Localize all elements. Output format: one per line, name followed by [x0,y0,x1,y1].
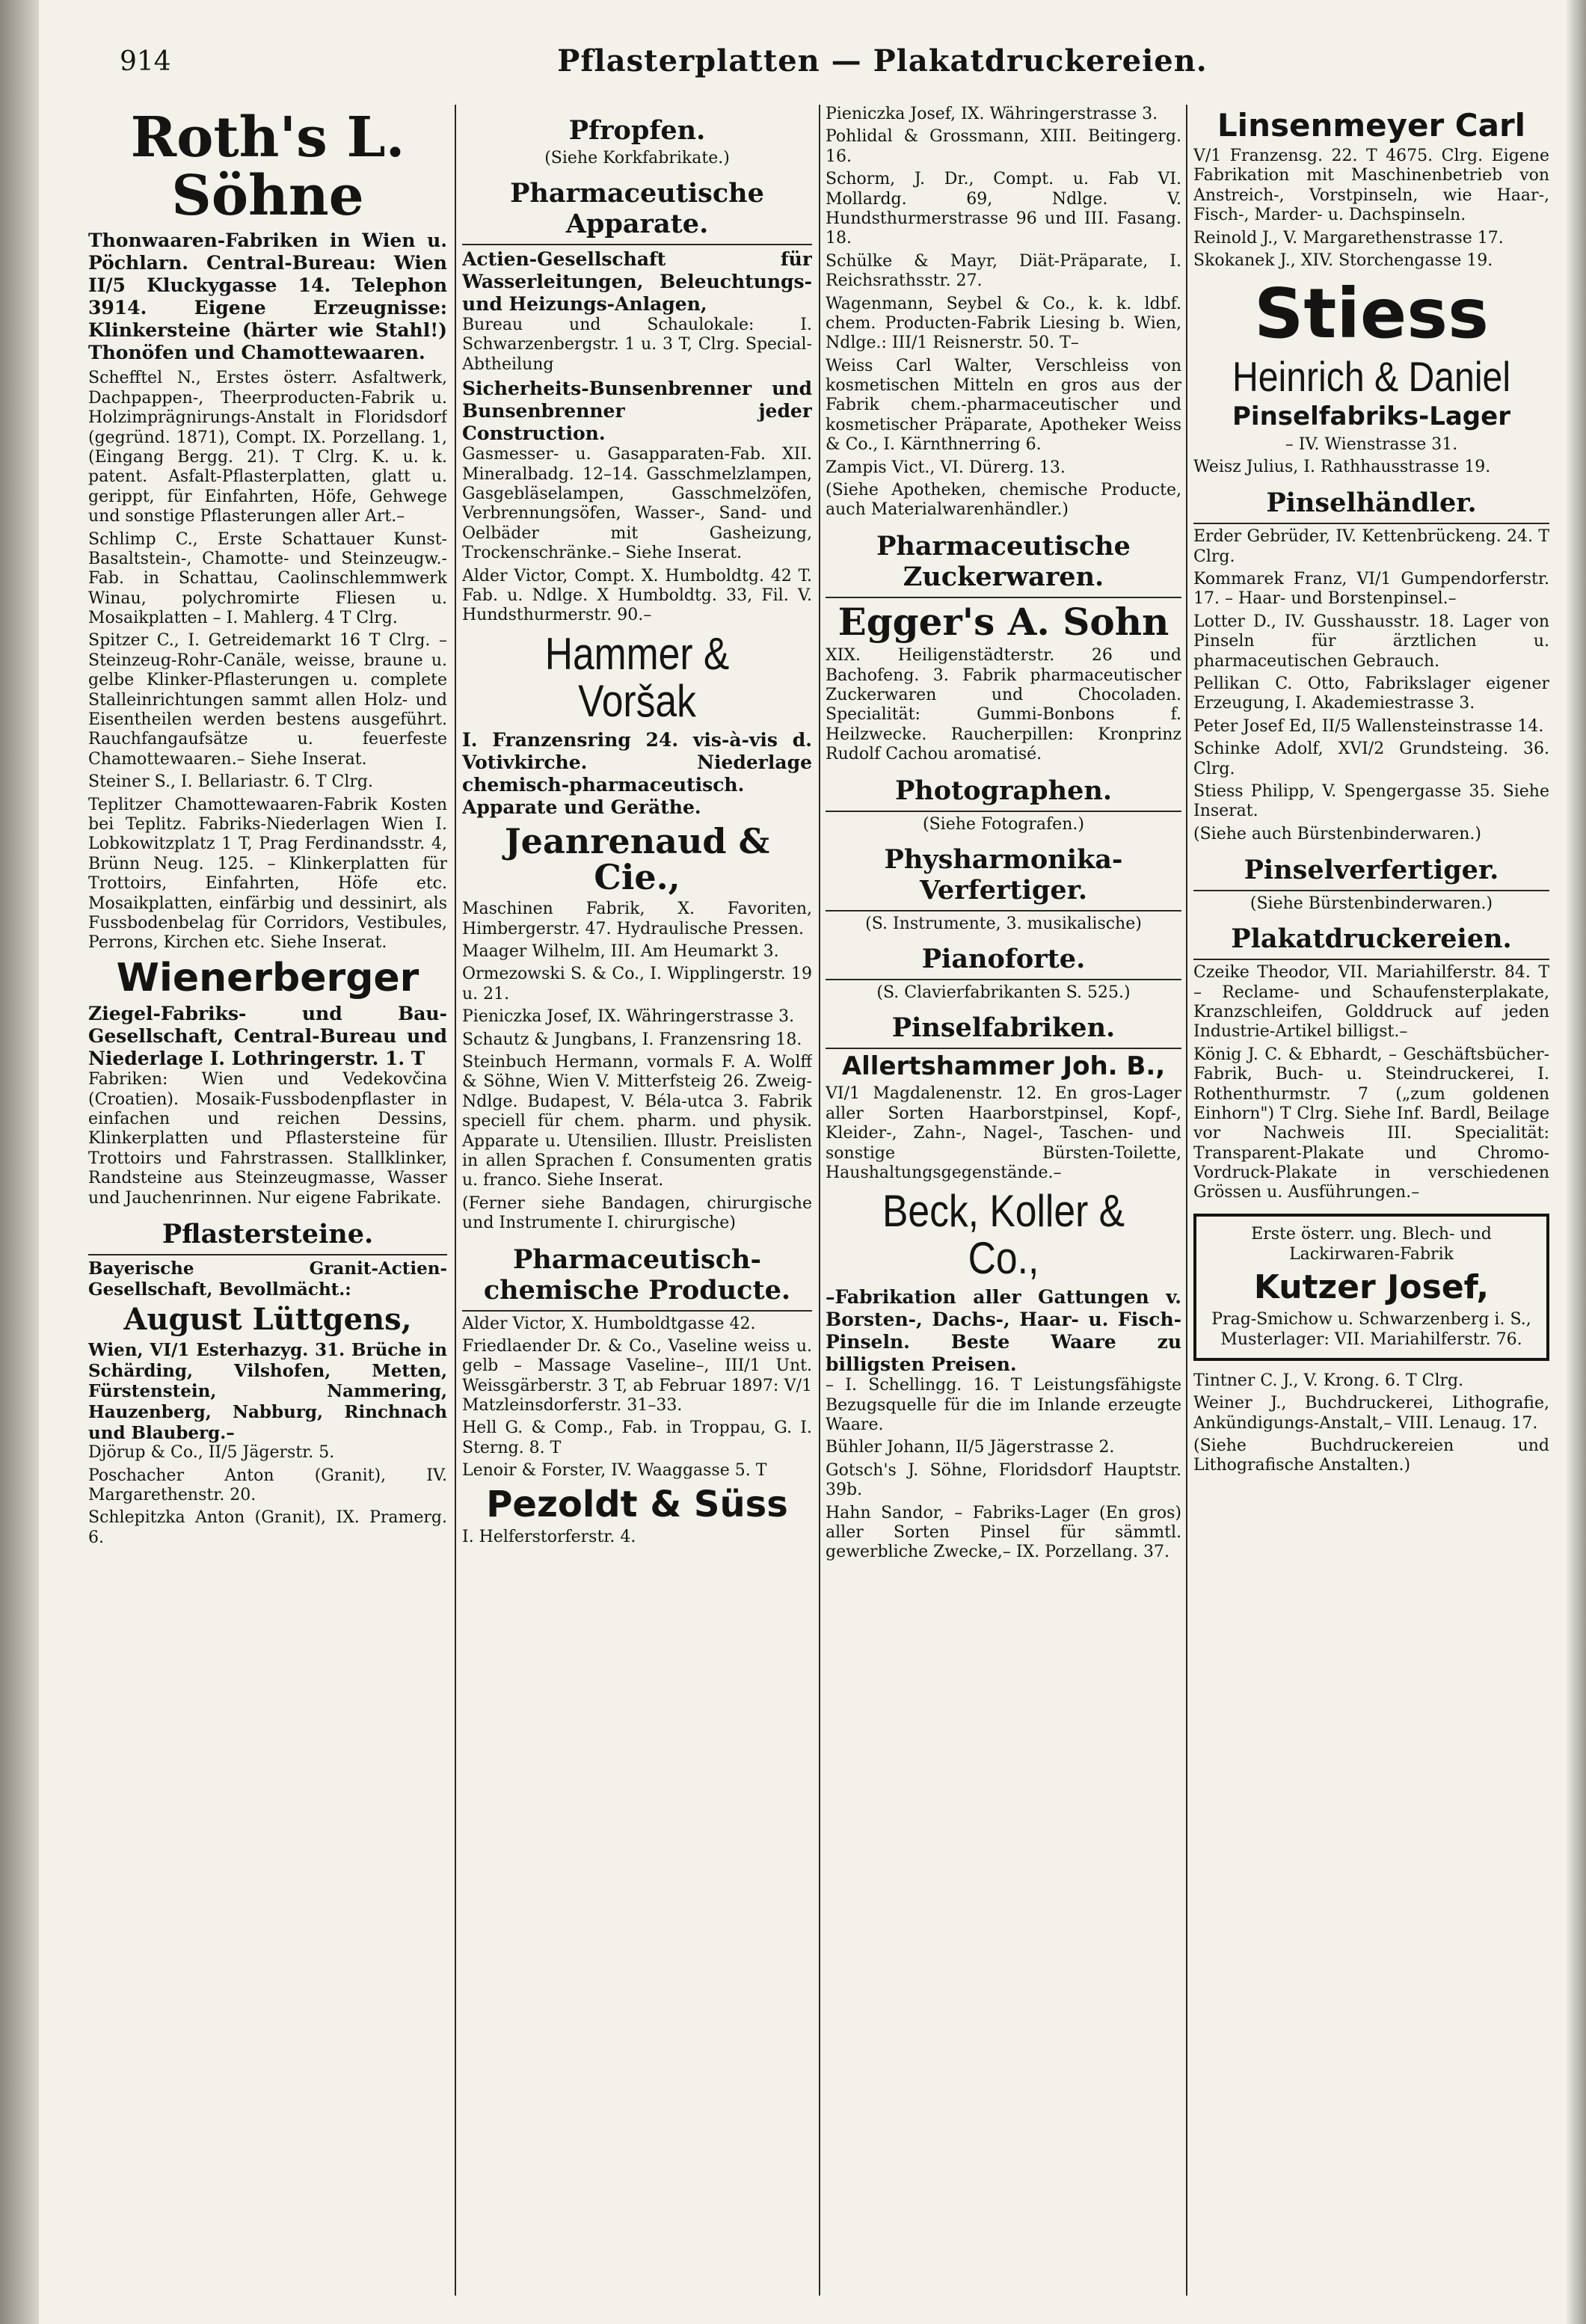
section-note: (Siehe Fotografen.) [923,814,1084,834]
listing-entry: Pieniczka Josef, IX. Währingerstrasse 3. [462,1007,795,1027]
listing-entry: Alder Victor, X. Humboldtgasse 42. [462,1314,756,1333]
column-rule [819,105,820,2296]
ad-roth-name: Roth's L. Söhne [130,105,405,228]
section-heading: Plakatdruckereien. [1193,923,1549,960]
listing-entry: Schinke Adolf, XVI/2 Grundsteing. 36. Clrg. [1193,740,1549,778]
listing-entry: Lenoir & Forster, IV. Waaggasse 5. T [462,1461,767,1481]
listing-entry: Reinold J., V. Margarethenstrasse 17. [1193,228,1504,248]
listing-entry: Czeike Theodor, VII. Mariahilferstr. 84. T – Reclame- und Schaufensterplakate, Kranzschleifen, Golddruck auf jeden Industrie-Artikel billigst.– [1193,963,1549,1042]
section-heading: Pharmaceutische Zuckerwaren. [826,531,1181,598]
page-header [120,43,1533,96]
listing-entry: Peter Josef Ed, II/5 Wallensteinstrasse 14. [1193,716,1544,736]
column-rule [1186,105,1187,2296]
ad-egger-text: XIX. Heiligenstädterstr. 26 und Bachofeng. 3. Fabrik pharmaceutischer Zuckerwaren und Chocoladen. Specialität: Gummi-Bonbons f. Heilzwecke. Raucherpillen: Kronprinz Rudolf Cachou aromatisé. [826,646,1181,764]
ad-kutzer-top: Erste österr. ung. Blech- und Lackirwaren-Fabrik [1251,1224,1492,1264]
listing-entry: Bureau und Schaulokale: I. Schwarzenbergstr. 1 u. 3 T, Clrg. Special-Abtheilung [462,316,812,374]
listing-entry: Schautz & Jungbans, I. Franzensring 18. [462,1030,802,1049]
ad-wienerberger-name: Wienerberger [116,955,419,1000]
listing-entry: Wagenmann, Seybel & Co., k. k. ldbf. chem. Producten-Fabrik Liesing b. Wien, Ndlge.: III/1 Reisnerstr. 50. T– [826,294,1181,353]
section-heading: Pinselhändler. [1193,488,1549,524]
listing-entry: Lotter D., IV. Gusshausstr. 18. Lager von Pinseln für ärztlichen u. pharmaceutischen Gebrauch. [1193,612,1549,671]
listing-entry: Maager Wilhelm, III. Am Heumarkt 3. [462,942,779,962]
listing-entry: Friedlaender Dr. & Co., Vaseline weiss u. gelb – Massage Vaseline–, III/1 Unt. Weissgärberstr. 3 T, ab Februar 1897: V/1 Matzleinsdorferstr. 31–33. [462,1336,812,1415]
section-heading: Pharmaceutisch-chemische Producte. [462,1244,812,1312]
listing-entry: Steiner S., I. Bellariastr. 6. T Clrg. [88,772,373,792]
listing-entry: Hahn Sandor, – Fabriks-Lager (En gros) aller Sorten Pinsel für sämmtl. gewerbliche Zwecke,– IX. Porzellang. 37. [826,1503,1181,1562]
column-2 [462,105,812,2296]
section-heading: Pinselverfertiger. [1193,855,1549,891]
ad-egger-name: Egger's A. Sohn [837,599,1169,644]
listing-entry: (Ferner siehe Bandagen, chirurgische und Instrumente I. chirurgische) [462,1193,812,1233]
section-note: (S. Clavierfabrikanten S. 525.) [876,983,1131,1002]
ad-pezoldt-text: I. Helferstorferstr. 4. [462,1528,636,1547]
column-rule [455,105,456,2296]
ad-jeanrenaud-text: Maschinen Fabrik, X. Favoriten, Himbergerstr. 47. Hydraulische Pressen. [462,900,812,938]
page-edge [1567,0,1586,2324]
ad-beck-name: Beck, Koller & Co., [882,1186,1125,1284]
listing-entry: Schorm, J. Dr., Compt. u. Fab VI. Mollardg. 69, Ndlge. V. Hundsthurmerstrasse 96 und III. Fasang. 18. [826,170,1181,248]
column-1 [88,105,447,2296]
section-heading: Pharmaceutische Apparate. [462,178,812,245]
listing-entry: Alder Victor, Compt. X. Humboldtg. 42 T. Fab. u. Ndlge. X Humboldtg. 33, Fil. V. Hundsthurmerstr. 90.– [462,566,812,625]
section-note: (S. Instrumente, 3. musikalische) [865,914,1142,933]
ad-linsenmeyer-text: V/1 Franzensg. 22. T 4675. Clrg. Eigene Fabrikation mit Maschinenbetrieb von Anstreich-, Vorstpinseln, wie Haar-, Fisch-, Marder- u. Dachspinseln. [1193,147,1549,225]
ad-beck-bold: –Fabrikation aller Gattungen v. Borsten-, Dachs-, Haar- u. Fisch-Pinseln. Beste Waare zu billigsten Preisen. [826,1286,1181,1376]
section-heading: Photographen. [826,775,1181,812]
listing-entry: Weisz Julius, I. Rathhausstrasse 19. [1193,457,1491,476]
listing-entry: Kommarek Franz, VI/1 Gumpendorferstr. 17. – Haar- und Borstenpinsel.– [1193,570,1549,609]
listing-entry-bold: Sicherheits-Bunsenbrenner und Bunsenbrenner jeder Construction. [462,378,812,445]
ad-roth-text: Thonwaaren-Fabriken in Wien u. Pöchlarn. Central-Bureau: Wien II/5 Kluckygasse 14. Telephon 3914. Eigene Erzeugnisse: Klinkersteine (härter wie Stahl!) Thonöfen und Chamottewaaren. [88,230,447,364]
listing-entry: (Siehe auch Bürstenbinderwaren.) [1193,824,1481,843]
listing-entry: Teplitzer Chamottewaaren-Fabrik Kosten bei Teplitz. Fabriks-Niederlagen Wien I. Lobkowitzplatz 1 T, Prag Ferdinandsstr. 4, Brünn Neug. 125. – Klinkerplatten für Trottoirs, Einfahrten, Höfe etc. Mosaikplatten, einfärbig und dessinirt, als Fussbodenbelag für Corridors, Vestibules, Perrons, Kirchen etc. Siehe Inserat. [88,795,447,953]
ad-allertshammer-name: Allertshammer Joh. B., [841,1051,1166,1081]
listing-entry: Hell G. & Comp., Fab. in Troppau, G. I. Sterng. 8. T [462,1418,812,1457]
listing-entry: Tintner C. J., V. Krong. 6. T Clrg. [1193,1371,1464,1390]
listing-entry: Ormezowski S. & Co., I. Wipplingerstr. 19 u. 21. [462,965,812,1003]
listing-entry: (Siehe Apotheken, chemische Producte, auch Materialwarenhändler.) [826,481,1181,520]
ad-jeanrenaud-name: Jeanrenaud & Cie., [504,820,770,897]
listing-entry: Weiss Carl Walter, Verschleiss von kosmetischen Mitteln en gros aus der Fabrik chem.-pharmaceutischer und kosmetischer Präparate, Apotheker Weiss & Co., I. Kärnthnerring 6. [826,356,1181,455]
column-4 [1193,105,1549,2296]
listing-entry: Weiner J., Buchdruckerei, Lithografie, Ankündigungs-Anstalt,– VIII. Lenaug. 17. [1193,1394,1549,1433]
listing-entry: Gasmesser- u. Gasapparaten-Fab. XII. Mineralbadg. 12–14. Gasschmelzlampen, Gasgebläselampen, Gasschmelzöfen, Verbrennungsöfen, Wasser-, Sand- und Oelbäder mit Gasheizung, Trockenschränke.– Siehe Inserat. [462,445,812,563]
page-number: 914 [120,46,171,77]
ad-kutzer-box [1193,1214,1549,1361]
column-3 [826,105,1181,2296]
section-heading: Physharmonika-Verfertiger. [826,844,1181,912]
ad-luettgens-name: August Lüttgens, [123,1302,412,1338]
ad-kutzer-bottom: Prag-Smichow u. Schwarzenberg i. S., Musterlager: VII. Mariahilferstr. 76. [1211,1309,1531,1350]
section-note: (Siehe Bürstenbinderwaren.) [1250,894,1493,914]
ad-allertshammer-text: VI/1 Magdalenenstr. 12. En gros-Lager aller Sorten Haarborstpinsel, Kopf-, Kleider-, Zahn-, Nagel-, Taschen- und sonstige Bürsten-Toilette, Haushaltungsgegenstände.– [826,1084,1181,1182]
listing-entry: Zampis Vict., VI. Dürerg. 13. [826,458,1066,477]
ad-stiess-sub: Heinrich & Daniel [1232,353,1511,401]
ad-pezoldt-name: Pezoldt & Süss [486,1483,788,1525]
page-binding-shadow [0,0,39,2324]
listing-entry: Pohlidal & Grossmann, XIII. Beitingerg. 16. [826,127,1181,166]
listing-entry-bold: Actien-Gesellschaft für Wasserleitungen, Beleuchtungs- und Heizungs-Anlagen, [462,248,812,315]
ad-wienerberger-text: Fabriken: Wien und Vedekovčina (Croatien). Mosaik-Fussbodenpflaster in einfachen und reichen Dessins, Klinkerplatten und Pflastersteine für Trottoirs und Fahrstrassen. Stallklinker, Randsteine aus Steinzeugmasse, Wasser und Jauchenrinnen. Nur eigene Fabrikate. [88,1070,447,1208]
section-heading: Pianoforte. [826,944,1181,980]
section-heading: Pfropfen. [568,115,706,146]
ad-stiess-text: – IV. Wienstrasse 31. [1285,434,1458,454]
ad-stiess-name: Stiess [1254,274,1489,354]
section-note: (Siehe Korkfabrikate.) [544,149,730,167]
ad-linsenmeyer-name: Linsenmeyer Carl [1217,107,1526,144]
ad-luettgens-text: Wien, VI/1 Esterhazyg. 31. Brüche in Schärding, Vilshofen, Metten, Fürstenstein, Nammering, Hauzenberg, Nabburg, Rinchnach und Blauberg.– [88,1340,447,1443]
listing-entry: Skokanek J., XIV. Storchengasse 19. [1193,251,1493,271]
listing-entry: Pellikan C. Otto, Fabrikslager eigener Erzeugung, I. Akademiestrasse 3. [1193,674,1549,713]
listing-entry: Pieniczka Josef, IX. Währingerstrasse 3. [826,105,1158,123]
ad-kutzer-name: Kutzer Josef, [1253,1267,1490,1306]
listing-entry: Steinbuch Hermann, vormals F. A. Wolff & Söhne, Wien V. Mitterfsteig 26. Zweig-Ndlge. Budapest, V. Béla-utca 3. Fabrik speciell für chem. pharm. und physik. Apparate u. Utensilien. Illustr. Preislisten in allen Sprachen f. Consumenten gratis u. franco. Siehe Inserat. [462,1053,812,1190]
listing-entry: Spitzer C., I. Getreidemarkt 16 T Clrg. – Steinzeug-Rohr-Canäle, weisse, braune u. gelbe Klinker-Pflasterungen u. complete Stalleinrichtungen sammt allen Holz- und Eisentheilen werden bestens ausgeführt. Rauchfangaufsätze u. feuerfeste Chamottewaaren.– Siehe Inserat. [88,631,447,769]
section-heading: Pinselfabriken. [826,1012,1181,1049]
listing-entry: Bayerische Granit-Actien-Gesellschaft, Bevollmächt.: [88,1258,447,1300]
listing-entry: Schülke & Mayr, Diät-Präparate, I. Reichsrathsstr. 27. [826,251,1181,291]
listing-entry: König J. C. & Ebhardt, – Geschäftsbücher-Fabrik, Buch- u. Steindruckerei, I. Rothenthurmstr. 7 („zum goldenen Einhorn") T Clrg. Siehe Inf. Bardl, Beilage vor Nachweis III. Specialität: Transparent-Plakate und Chromo-Vordruck-Plakate in verschiedenen Grössen u. Ausführungen.– [1193,1045,1549,1202]
ad-hammer-text: I. Franzensring 24. vis-à-vis d. Votivkirche. Niederlage chemisch-pharmaceutisch. Apparate und Geräthe. [462,728,812,818]
ad-hammer-name: Hammer & Voršak [544,628,730,726]
section-heading: Pflastersteine. [88,1219,447,1255]
ad-stiess-line: Pinselfabriks-Lager [1232,401,1510,431]
listing-entry: Poschacher Anton (Granit), IV. Margarethenstr. 20. [88,1466,447,1504]
listing-entry: Djörup & Co., II/5 Jägerstr. 5. [88,1443,335,1463]
listing-entry: Stiess Philipp, V. Spengergasse 35. Siehe Inserat. [1193,781,1549,821]
listing-entry: Schefftel N., Erstes österr. Asfaltwerk, Dachpappen-, Theerproducten-Fabrik u. Holzimprägnirungs-Anstalt in Floridsdorf (gegründ. 1871), Compt. IX. Porzellang. 1, (Eingang Bergg. 21). T Clrg. K. u. k. patent. Asfalt-Pflasterplatten, glatt u. gerippt, für Einfahrten, Höfe, Gehwege und sonstige Pflasterungen aller Art.– [88,369,447,526]
listing-entry: Erder Gebrüder, IV. Kettenbrückeng. 24. T Clrg. [1193,527,1549,566]
running-head: Pflasterplatten — Plakatdruckereien. [557,43,1208,79]
listing-entry: (Siehe Buchdruckereien und Lithografische Anstalten.) [1193,1436,1549,1475]
listing-entry: Bühler Johann, II/5 Jägerstrasse 2. [826,1438,1115,1457]
ad-wienerberger-bold: Ziegel-Fabriks- und Bau-Gesellschaft, Central-Bureau und Niederlage I. Lothringerstr. 1. T [88,1003,447,1070]
listing-entry: Schlimp C., Erste Schattauer Kunst- Basaltstein-, Chamotte- und Steinzeugw.-Fab. in Schattau, Caolinschlemmwerk Winau, polychromirte Fliesen u. Mosaikplatten – I. Mahlerg. 4 T Clrg. [88,529,447,628]
listing-entry: Schlepitzka Anton (Granit), IX. Pramerg. 6. [88,1508,447,1547]
ad-beck-text: – I. Schellingg. 16. T Leistungsfähigste Bezugsquelle für die im Inlande erzeugte Waare. [826,1376,1181,1435]
listing-entry: Gotsch's J. Söhne, Floridsdorf Hauptstr. 39b. [826,1460,1181,1500]
